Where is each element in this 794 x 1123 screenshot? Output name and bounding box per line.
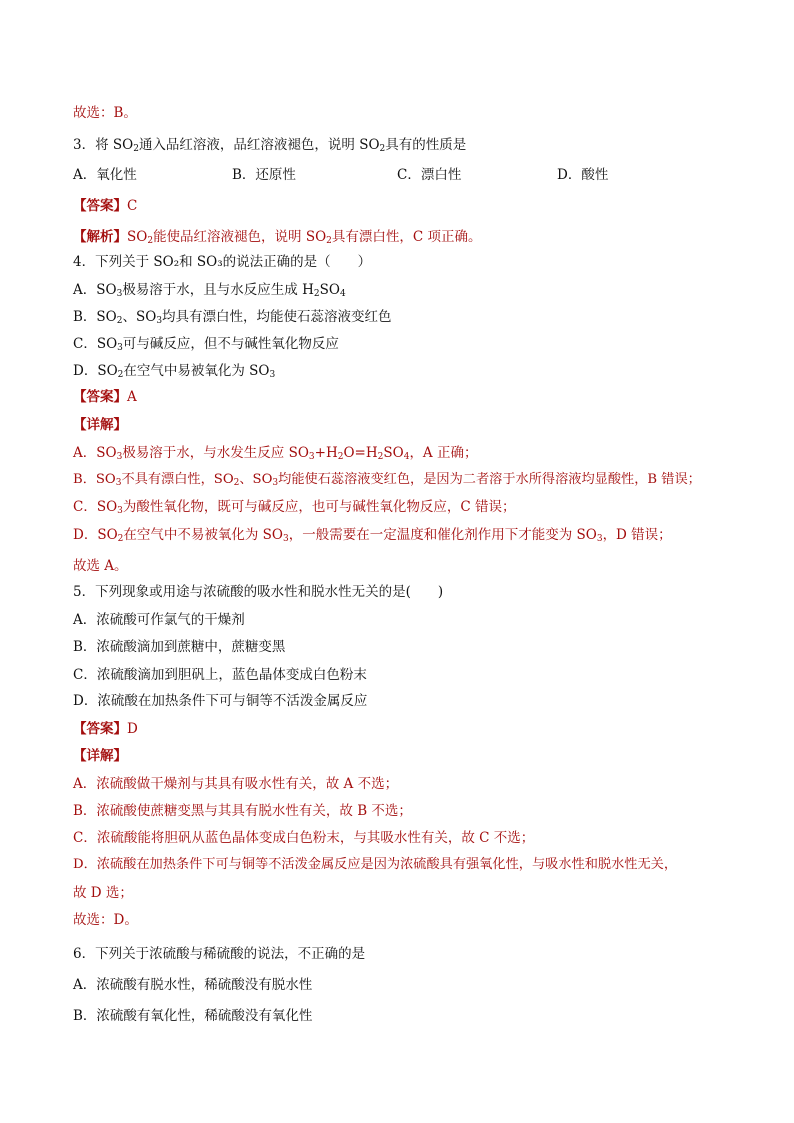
q3-analysis: 【解析】$SO_2$能使品红溶液褪色，说明 $SO_2$具有漂白性，C 项正确。 bbox=[73, 229, 482, 246]
q5-detail-label: 【详解】 bbox=[73, 748, 127, 764]
q6-option-a: A．浓硫酸有脱水性，稀硫酸没有脱水性 bbox=[73, 977, 313, 993]
q4-option-d: D．$SO_2$在空气中易被氧化为 $SO_3$ bbox=[73, 363, 276, 380]
q4-detail-a: A．$SO_3$极易溶于水，与水发生反应 $SO_3+H_2O=H_2SO_4$，A 正确； bbox=[73, 445, 478, 462]
q5-detail-a: A．浓硫酸做干燥剂与其具有吸水性有关，故 A 不选； bbox=[73, 776, 399, 792]
q4-option-b: B．$SO_2$、$SO_3$均具有漂白性，均能使石蕊溶液变红色 bbox=[73, 309, 392, 326]
q4-option-a: A．$SO_3$极易溶于水，且与水反应生成 $H_2SO_4$ bbox=[73, 282, 346, 299]
prev-conclusion: 故选：B。 bbox=[73, 105, 137, 121]
q3-option-d: D．酸性 bbox=[557, 167, 609, 183]
q5-option-a: A．浓硫酸可作氯气的干燥剂 bbox=[73, 612, 245, 628]
q4-stem: 4．下列关于 SO₂和 SO₃的说法正确的是（ ） bbox=[73, 254, 372, 270]
q4-detail-c: C．$SO_3$为酸性氧化物，既可与碱反应，也可与碱性氧化物反应，C 错误； bbox=[73, 499, 516, 516]
q4-conclusion: 故选 A。 bbox=[73, 558, 128, 574]
q4-answer: 【答案】A bbox=[73, 389, 137, 405]
q5-answer: 【答案】D bbox=[73, 721, 138, 737]
q5-stem: 5．下列现象或用途与浓硫酸的吸水性和脱水性无关的是( ) bbox=[73, 584, 444, 600]
q3-option-c: C．漂白性 bbox=[397, 167, 462, 183]
q4-detail-d: D．$SO_2$在空气中不易被氧化为 $SO_3$，一般需要在一定温度和催化剂作用下才能变为 $SO_3$，D 错误； bbox=[73, 527, 672, 544]
q5-detail-c: C．浓硫酸能将胆矾从蓝色晶体变成白色粉末，与其吸水性有关，故 C 不选； bbox=[73, 830, 535, 846]
q5-option-d: D．浓硫酸在加热条件下可与铜等不活泼金属反应 bbox=[73, 693, 368, 709]
q3-answer: 【答案】C bbox=[73, 198, 138, 214]
q5-option-b: B．浓硫酸滴加到蔗糖中，蔗糖变黑 bbox=[73, 639, 286, 655]
q3-option-b: B．还原性 bbox=[232, 167, 296, 183]
q6-option-b: B．浓硫酸有氧化性，稀硫酸没有氧化性 bbox=[73, 1008, 313, 1024]
q3-stem: 3．将 $SO_2$通入品红溶液，品红溶液褪色，说明 $SO_2$具有的性质是 bbox=[73, 137, 467, 154]
q4-option-c: C．$SO_3$可与碱反应，但不与碱性氧化物反应 bbox=[73, 336, 339, 353]
q5-conclusion: 故选：D。 bbox=[73, 912, 138, 928]
q6-stem: 6．下列关于浓硫酸与稀硫酸的说法，不正确的是 bbox=[73, 946, 366, 962]
q5-option-c: C．浓硫酸滴加到胆矾上，蓝色晶体变成白色粉末 bbox=[73, 667, 367, 683]
q5-detail-d-cont: 故 D 选； bbox=[73, 885, 133, 901]
q4-detail-label: 【详解】 bbox=[73, 417, 127, 433]
q3-option-a: A．氧化性 bbox=[73, 167, 137, 183]
q4-detail-b: B．$SO_3$不具有漂白性，$SO_2$、$SO_3$均能使石蕊溶液变红色，是因为二者溶于水所得溶液均显酸性，B 错误； bbox=[73, 472, 701, 488]
q5-detail-d: D．浓硫酸在加热条件下可与铜等不活泼金属反应是因为浓硫酸具有强氧化性，与吸水性和脱水性无关， bbox=[73, 857, 678, 872]
q5-detail-b: B．浓硫酸使蔗糖变黑与其具有脱水性有关，故 B 不选； bbox=[73, 803, 412, 819]
